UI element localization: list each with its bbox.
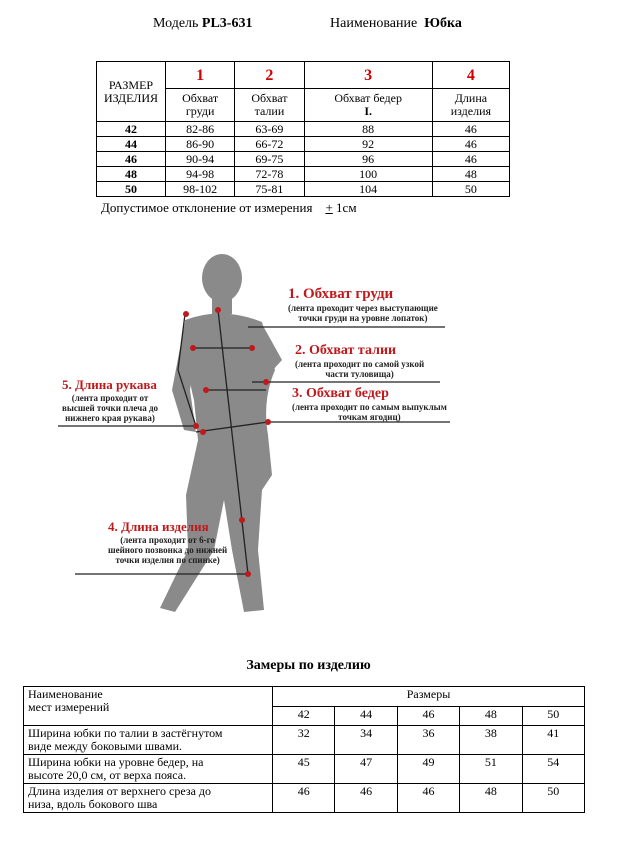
table-row: Ширина юбки на уровне бедер, на высоте 20,0 см, от верха пояса. 45 47 49 51 54 [24,755,585,784]
table-row: 42 82-86 63-69 88 46 [97,122,510,137]
size-header-line2: ИЗДЕЛИЯ [103,90,159,105]
m5-annotation [62,377,158,423]
table-row: 50 98-102 75-81 104 50 [97,182,510,197]
m2-annotation [295,343,424,379]
table-row: 46 90-94 69-75 96 46 [97,152,510,167]
tolerance-text: Допустимое отклонение от измерения [101,200,313,215]
col-number: 3 [304,62,432,89]
tolerance-pm: + [325,200,333,215]
m1-note: (лента проходит через выступающие точки груди на уровне лопаток) [288,303,438,323]
table-row: Длина изделия от верхнего среза до низа, вдоль бокового шва 46 46 46 48 50 [24,784,585,813]
col-label: Длина изделия [432,89,509,122]
m5-note: (лента проходит от высшей точки плеча до нижнего края рукава) [62,393,159,423]
col-number: 4 [432,62,509,89]
table-row: Ширина юбки по талии в застёгнутом виде между боковыми швами. 32 34 36 38 41 [24,726,585,755]
model-line [153,16,252,32]
m2-title: 2. Обхват талии [295,343,397,358]
m4-annotation [108,519,227,565]
tolerance-note [101,200,357,216]
m2-note: (лента проходит по самой узкой части туловища) [295,359,425,379]
m3-note: (лента проходит по самым выпуклым точкам ягодиц) [292,402,447,422]
m3-title: 3. Обхват бедер [292,386,389,401]
sizes-header: Размеры [273,687,585,707]
col-label: Обхват талии [235,89,304,122]
size-col: 42 [273,706,335,726]
size-col: 48 [460,706,522,726]
size-header-cell [97,62,166,122]
size-header-line1: РАЗМЕР [108,77,154,92]
table-row: 48 94-98 72-78 100 48 [97,167,510,182]
name-header-cell: Наименование мест измерений [24,687,273,726]
m3-annotation [292,386,447,422]
measurements-title: Замеры по изделию [246,658,371,673]
col-label: Обхват груди [166,89,235,122]
tolerance-value: 1см [336,200,357,215]
size-col: 50 [522,706,584,726]
name-value: Юбка [424,16,462,31]
m4-note: (лента проходит от 6-го шейного позвонка до нижней точки изделия по спинке) [108,535,228,565]
size-table [96,61,510,197]
model-label: Модель [153,16,199,31]
m4-title: 4. Длина изделия [108,519,209,534]
size-col: 46 [397,706,459,726]
col-number: 2 [235,62,304,89]
model-value: PL3-631 [201,16,253,31]
m5-title: 5. Длина рукава [62,377,157,392]
m1-annotation [288,286,438,323]
name-line [330,16,462,32]
col-label: Обхват бедер I. [304,89,432,122]
measurements-table [23,686,585,813]
col-number: 1 [166,62,235,89]
name-label: Наименование [330,16,418,31]
table-row: 44 86-90 66-72 92 46 [97,137,510,152]
size-col: 44 [335,706,397,726]
m1-title: 1. Обхват груди [288,286,394,302]
